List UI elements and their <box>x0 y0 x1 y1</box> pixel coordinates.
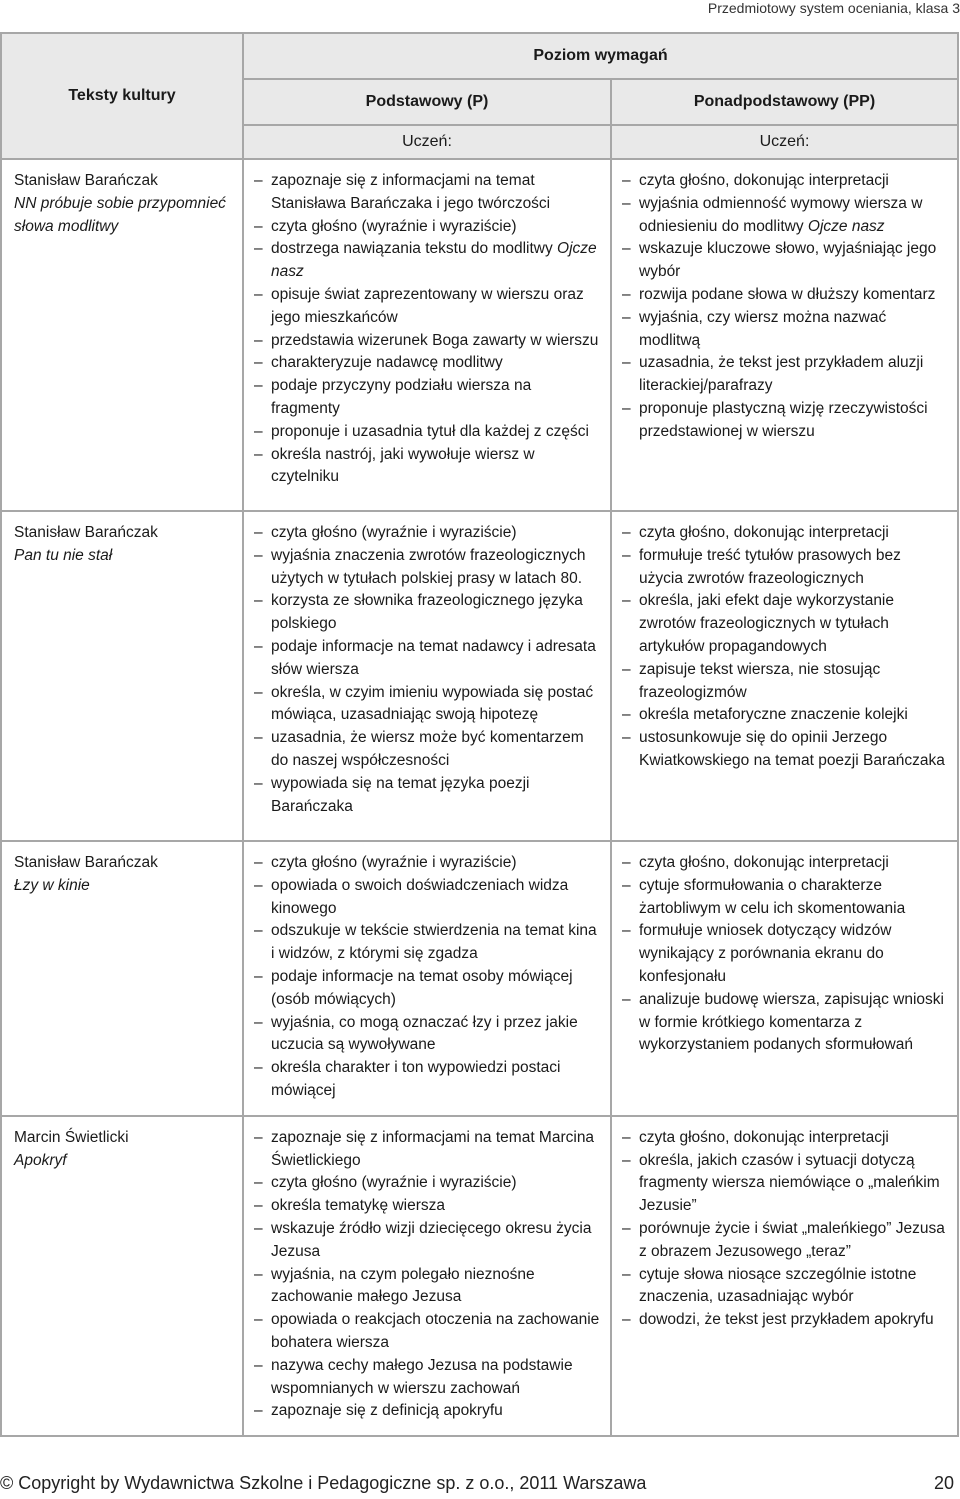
student-label-basic: Uczeń: <box>243 125 611 159</box>
advanced-cell <box>611 159 958 511</box>
text-cell <box>1 159 243 511</box>
text-author: Stanisław Barańczak <box>14 854 158 871</box>
list-item: – analizuje budowę wiersza, zapisując wnioski w formie krótkiego komentarza z wykorzystaniem podanych sformułowań <box>622 989 947 1057</box>
list-item: – uzasadnia, że wiersz może być komentarzem do naszej współczesności <box>254 727 600 773</box>
list-item: – zapisuje tekst wiersza, nie stosując frazeologizmów <box>622 659 947 705</box>
requirements-table <box>0 32 959 1437</box>
student-label-advanced: Uczeń: <box>611 125 958 159</box>
list-item: – nazywa cechy małego Jezusa na podstawie wspomnianych w wierszu zachowań <box>254 1355 600 1401</box>
list-item: – rozwija podane słowa w dłuższy komentarz <box>622 284 947 307</box>
list-item: – określa, jakich czasów i sytuacji dotyczą fragmenty wiersza niemówiące o „maleńkim Jezusie” <box>622 1150 947 1218</box>
list-item-text: dostrzega nawiązania tekstu do modlitwy <box>271 240 553 258</box>
basic-cell <box>243 159 611 511</box>
list-item: – opowiada o swoich doświadczeniach widza kinowego <box>254 875 600 921</box>
list-item: – czyta głośno (wyraźnie i wyraziście) <box>254 1172 600 1195</box>
list-item: – czyta głośno (wyraźnie i wyraziście) <box>254 852 600 875</box>
list-item-text: wyjaśnia odmienność wymowy wiersza w odniesieniu do modlitwy <box>639 194 923 235</box>
list-item: – cytuje sformułowania o charakterze żartobliwym w celu ich skomentowania <box>622 875 947 921</box>
text-title: NN próbuje sobie przypomnieć słowa modlitwy <box>14 194 226 235</box>
list-item: – przedstawia wizerunek Boga zawarty w wierszu <box>254 330 600 353</box>
list-item: – opisuje świat zaprezentowany w wierszu oraz jego mieszkańców <box>254 284 600 330</box>
table-row <box>1 511 958 841</box>
basic-cell <box>243 511 611 841</box>
text-cell <box>1 841 243 1116</box>
list-item: – wypowiada się na temat języka poezji Barańczaka <box>254 773 600 819</box>
page-footer <box>0 1471 960 1499</box>
list-item: – zapoznaje się z informacjami na temat Marcina Świetlickiego <box>254 1127 600 1173</box>
advanced-cell <box>611 841 958 1116</box>
list-item: – charakteryzuje nadawcę modlitwy <box>254 352 600 375</box>
running-header: Przedmiotowy system oceniania, klasa 3 <box>707 0 960 16</box>
list-item: – określa charakter i ton wypowiedzi postaci mówiącej <box>254 1057 600 1103</box>
list-item <box>254 238 600 284</box>
list-item: – czyta głośno (wyraźnie i wyraziście) <box>254 522 600 545</box>
list-item-italic: Ojcze nasz <box>271 240 597 281</box>
list-item: – czyta głośno (wyraźnie i wyraziście) <box>254 216 600 239</box>
list-item: – określa, jaki efekt daje wykorzystanie zwrotów frazeologicznych w tytułach artykułów propagandowych <box>622 590 947 658</box>
col-header-advanced: Ponadpodstawowy (PP) <box>611 79 958 125</box>
table-row <box>1 841 958 1116</box>
list-item: – podaje informacje na temat osoby mówiącej (osób mówiących) <box>254 966 600 1012</box>
list-item: – czyta głośno, dokonując interpretacji <box>622 852 947 875</box>
page-number: 20 <box>933 1473 954 1493</box>
basic-cell <box>243 841 611 1116</box>
list-item: – zapoznaje się z informacjami na temat Stanisława Barańczaka i jego twórczości <box>254 170 600 216</box>
list-item: – wskazuje źródło wizji dziecięcego okresu życia Jezusa <box>254 1218 600 1264</box>
col-header-texts: Teksty kultury <box>1 33 243 159</box>
advanced-cell <box>611 1116 958 1436</box>
list-item: – określa metaforyczne znaczenie kolejki <box>622 704 947 727</box>
list-item: – formułuje wniosek dotyczący widzów wynikający z porównania ekranu do konfesjonału <box>622 920 947 988</box>
list-item: – korzysta ze słownika frazeologicznego języka polskiego <box>254 590 600 636</box>
text-title: Łzy w kinie <box>14 876 90 894</box>
list-item: – określa, w czyim imieniu wypowiada się postać mówiąca, uzasadniając swoją hipotezę <box>254 682 600 728</box>
text-title: Pan tu nie stał <box>14 546 113 564</box>
list-item: – określa tematykę wiersza <box>254 1195 600 1218</box>
list-item <box>622 193 947 239</box>
list-item: – czyta głośno, dokonując interpretacji <box>622 522 947 545</box>
list-item: – opowiada o reakcjach otoczenia na zachowanie bohatera wiersza <box>254 1309 600 1355</box>
list-item: – uzasadnia, że tekst jest przykładem aluzji literackiej/parafrazy <box>622 352 947 398</box>
list-item: – cytuje słowa niosące szczególnie istotne znaczenia, uzasadniając wybór <box>622 1264 947 1310</box>
list-item: – dowodzi, że tekst jest przykładem apokryfu <box>622 1309 947 1332</box>
list-item: – czyta głośno, dokonując interpretacji <box>622 1127 947 1150</box>
text-cell <box>1 1116 243 1436</box>
list-item: – czyta głośno, dokonując interpretacji <box>622 170 947 193</box>
list-item: – wyjaśnia znaczenia zwrotów frazeologicznych użytych w tytułach polskiej prasy w latach 80. <box>254 545 600 591</box>
text-title: Apokryf <box>14 1151 67 1169</box>
list-item: – określa nastrój, jaki wywołuje wiersz w czytelniku <box>254 444 600 490</box>
basic-cell <box>243 1116 611 1436</box>
list-item-italic: Ojcze nasz <box>807 217 885 235</box>
text-author: Stanisław Barańczak <box>14 172 158 189</box>
list-item: – proponuje i uzasadnia tytuł dla każdej z części <box>254 421 600 444</box>
list-item: – wyjaśnia, na czym polegało nieznośne zachowanie małego Jezusa <box>254 1264 600 1310</box>
text-cell <box>1 511 243 841</box>
list-item: – ustosunkowuje się do opinii Jerzego Kwiatkowskiego na temat poezji Barańczaka <box>622 727 947 773</box>
list-item: – porównuje życie i świat „maleńkiego” Jezusa z obrazem Jezusowego „teraz” <box>622 1218 947 1264</box>
advanced-cell <box>611 511 958 841</box>
list-item: – proponuje plastyczną wizję rzeczywistości przedstawionej w wierszu <box>622 398 947 444</box>
list-item: – formułuje treść tytułów prasowych bez użycia zwrotów frazeologicznych <box>622 545 947 591</box>
list-item: – wyjaśnia, co mogą oznaczać łzy i przez jakie uczucia są wywoływane <box>254 1012 600 1058</box>
text-author: Marcin Świetlicki <box>14 1128 129 1146</box>
list-item: – odszukuje w tekście stwierdzenia na temat kina i widzów, z którymi się zgadza <box>254 920 600 966</box>
table-row <box>1 1116 958 1436</box>
col-header-basic: Podstawowy (P) <box>243 79 611 125</box>
text-author: Stanisław Barańczak <box>14 524 158 541</box>
list-item: – wyjaśnia, czy wiersz można nazwać modlitwą <box>622 307 947 353</box>
list-item: – zapoznaje się z definicją apokryfu <box>254 1400 600 1423</box>
list-item: – wskazuje kluczowe słowo, wyjaśniając jego wybór <box>622 238 947 284</box>
list-item: – podaje przyczyny podziału wiersza na fragmenty <box>254 375 600 421</box>
copyright-notice: © Copyright by Wydawnictwa Szkolne i Pedagogiczne sp. z o.o., 2011 Warszawa <box>0 1473 647 1493</box>
col-header-level-group: Poziom wymagań <box>243 33 958 79</box>
list-item: – podaje informacje na temat nadawcy i adresata słów wiersza <box>254 636 600 682</box>
table-row <box>1 159 958 511</box>
